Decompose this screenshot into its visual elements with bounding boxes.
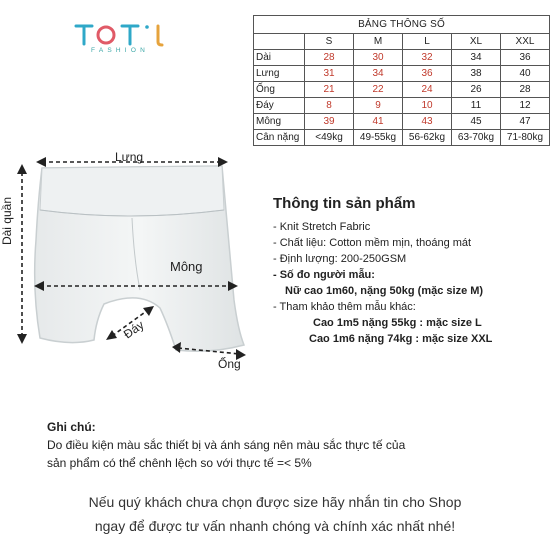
table-cell: 21 xyxy=(305,82,354,98)
hip-label: Mông xyxy=(170,259,203,274)
brand-logo xyxy=(66,20,176,60)
table-cell: 30 xyxy=(354,50,403,66)
info-model-detail: Nữ cao 1m60, nặng 50kg (mặc size M) xyxy=(285,285,484,297)
footer-message xyxy=(20,490,530,538)
note-title: Ghi chú: xyxy=(47,420,96,434)
row-label: Mông xyxy=(254,114,305,130)
table-title-row xyxy=(254,16,550,34)
column-header: XXL xyxy=(501,34,550,50)
note-line-2: sản phẩm có thể chênh lệch so với thực tế =< 5% xyxy=(47,456,312,470)
table-row xyxy=(254,50,550,66)
table-cell: 43 xyxy=(403,114,452,130)
table-cell: 47 xyxy=(501,114,550,130)
logo-letter-t2 xyxy=(122,26,138,44)
table-cell: 45 xyxy=(452,114,501,130)
brand-tagline: FASHION xyxy=(91,47,149,54)
row-label: Lưng xyxy=(254,66,305,82)
column-header: XL xyxy=(452,34,501,50)
info-model-heading: - Số đo người mẫu: xyxy=(273,269,375,281)
table-row xyxy=(254,82,550,98)
table-cell: 41 xyxy=(354,114,403,130)
table-cell: 26 xyxy=(452,82,501,98)
table-row xyxy=(254,98,550,114)
table-cell: 36 xyxy=(501,50,550,66)
column-header: S xyxy=(305,34,354,50)
table-cell: 32 xyxy=(403,50,452,66)
table-row xyxy=(254,114,550,130)
length-label-wrap xyxy=(1,178,15,268)
logo-letter-o xyxy=(98,27,114,43)
length-measure-arrow xyxy=(17,164,27,344)
info-weight: - Định lượng: 200-250GSM xyxy=(273,253,407,265)
table-cell: 56-62kg xyxy=(403,130,452,146)
header-empty-cell xyxy=(254,34,305,50)
table-cell: 39 xyxy=(305,114,354,130)
length-label: Dài quần xyxy=(0,196,14,246)
row-label: Dài xyxy=(254,50,305,66)
product-info xyxy=(273,195,543,347)
table-cell: 28 xyxy=(501,82,550,98)
note-section xyxy=(47,418,527,472)
table-cell: 49-55kg xyxy=(354,130,403,146)
table-row xyxy=(254,130,550,146)
table-cell: 10 xyxy=(403,98,452,114)
info-reference-2: Cao 1m6 nặng 74kg : mặc size XXL xyxy=(309,333,493,345)
table-cell: 36 xyxy=(403,66,452,82)
waist-label: Lưng xyxy=(115,150,144,164)
table-cell: 34 xyxy=(354,66,403,82)
table-cell: 38 xyxy=(452,66,501,82)
crotch-label: Đáy xyxy=(121,317,147,342)
row-label: Cân nặng xyxy=(254,130,305,146)
row-label: Đáy xyxy=(254,98,305,114)
footer-line-1: Nếu quý khách chưa chọn được size hãy nhắn tin cho Shop xyxy=(88,494,462,510)
table-cell: 63-70kg xyxy=(452,130,501,146)
column-header: M xyxy=(354,34,403,50)
table-row xyxy=(254,66,550,82)
logo-dot xyxy=(145,25,149,29)
table-cell: 31 xyxy=(305,66,354,82)
product-info-title: Thông tin sản phẩm xyxy=(273,195,416,212)
table-cell: 71-80kg xyxy=(501,130,550,146)
footer-line-2: ngay để được tư vấn nhanh chóng và chính xác nhất nhé! xyxy=(94,518,456,534)
info-fabric: - Knit Stretch Fabric xyxy=(273,221,371,233)
logo-letter-i xyxy=(158,26,162,45)
table-cell: 24 xyxy=(403,82,452,98)
table-cell: 12 xyxy=(501,98,550,114)
size-chart-table xyxy=(253,15,550,146)
table-cell: <49kg xyxy=(305,130,354,146)
leg-label: Ống xyxy=(218,357,241,371)
logo-letter-t xyxy=(76,26,92,44)
size-chart-title: BẢNG THÔNG SỐ xyxy=(254,16,550,34)
table-cell: 28 xyxy=(305,50,354,66)
table-cell: 8 xyxy=(305,98,354,114)
note-line-1: Do điều kiện màu sắc thiết bị và ánh sáng nên màu sắc thực tế của xyxy=(47,438,406,452)
column-header: L xyxy=(403,34,452,50)
info-reference-1: Cao 1m5 nặng 55kg : mặc size L xyxy=(313,317,482,329)
table-cell: 22 xyxy=(354,82,403,98)
table-cell: 34 xyxy=(452,50,501,66)
info-reference-heading: - Tham khảo thêm mẫu khác: xyxy=(273,301,416,313)
info-material: - Chất liệu: Cotton mềm mịn, thoáng mát xyxy=(273,237,472,249)
row-label: Ống xyxy=(254,82,305,98)
waistband xyxy=(40,166,224,216)
table-header-row xyxy=(254,34,550,50)
table-cell: 9 xyxy=(354,98,403,114)
table-cell: 40 xyxy=(501,66,550,82)
table-cell: 11 xyxy=(452,98,501,114)
